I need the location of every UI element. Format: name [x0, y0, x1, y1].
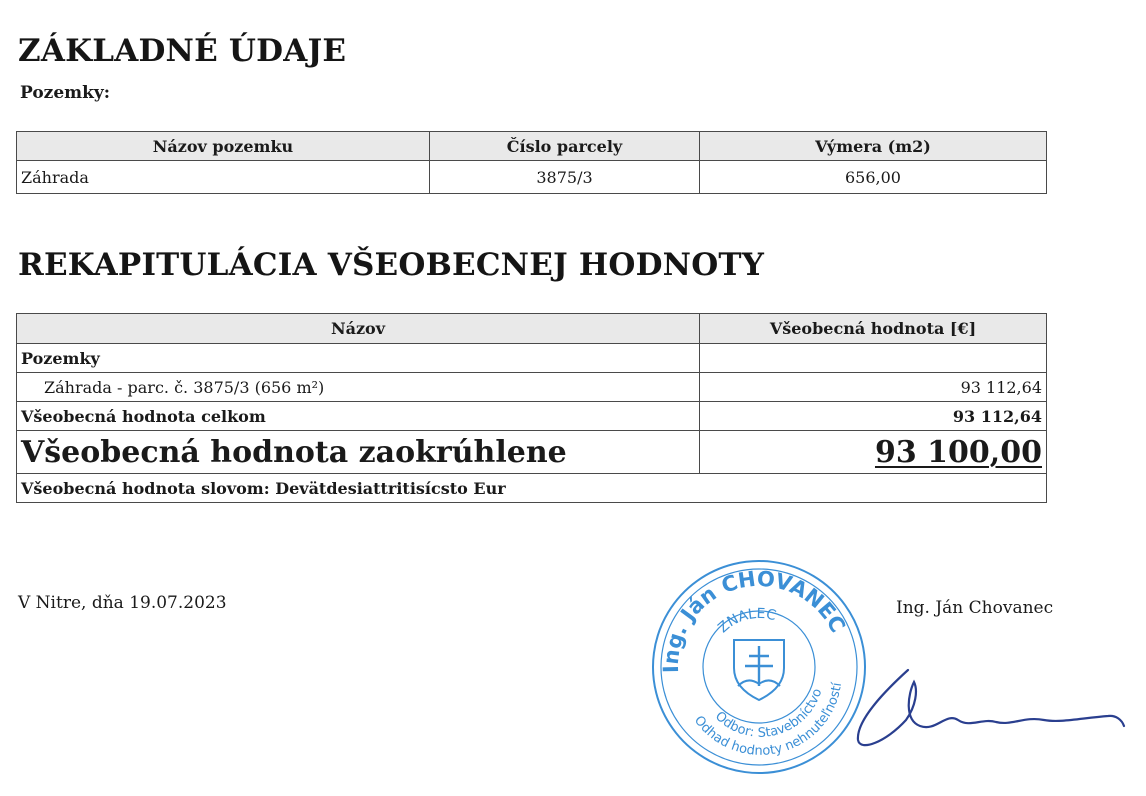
- recap-table-header: [17, 314, 1047, 344]
- total-label: Všeobecná hodnota celkom: [17, 402, 700, 431]
- handwritten-signature: [846, 660, 1126, 760]
- land-table-header: [17, 132, 1047, 161]
- table-row: [17, 161, 1047, 194]
- section-title-basic-data: ZÁKLADNÉ ÚDAJE: [18, 33, 347, 69]
- group-label-pozemky: Pozemky: [17, 344, 700, 373]
- rounded-value-cell: [700, 431, 1047, 474]
- rounded-label: Všeobecná hodnota zaokrúhlene: [17, 431, 700, 474]
- section-title-recap: REKAPITULÁCIA VŠEOBECNEJ HODNOTY: [18, 247, 765, 283]
- section-subtitle-pozemky: Pozemky:: [20, 83, 111, 103]
- col-header-parcel-number: Číslo parcely: [430, 132, 700, 161]
- official-stamp: [648, 556, 870, 778]
- col-header-name: Názov: [17, 314, 700, 344]
- stamp-inner-text: ZNALEC: [715, 605, 778, 637]
- table-row-group: [17, 344, 1047, 373]
- cell-area: 656,00: [700, 161, 1047, 194]
- col-header-value: Všeobecná hodnota [€]: [700, 314, 1047, 344]
- empty-cell: [700, 344, 1047, 373]
- recap-table: [16, 313, 1047, 503]
- coat-of-arms-icon: [734, 640, 784, 700]
- rounded-value: 93 100,00: [874, 434, 1042, 470]
- place-and-date: V Nitre, dňa 19.07.2023: [18, 593, 227, 613]
- cell-parcel-number: 3875/3: [430, 161, 700, 194]
- value-in-words: Všeobecná hodnota slovom: Devätdesiattritisícsto Eur: [17, 474, 1047, 503]
- table-row-total: [17, 402, 1047, 431]
- signer-name: Ing. Ján Chovanec: [896, 598, 1054, 618]
- item-label: Záhrada - parc. č. 3875/3 (656 m²): [17, 373, 700, 402]
- col-header-area: Výmera (m2): [700, 132, 1047, 161]
- table-row-rounded: [17, 431, 1047, 474]
- stamp-bottom-text-2: Odhad hodnoty nehnuteľností: [690, 681, 846, 759]
- col-header-land-name: Názov pozemku: [17, 132, 430, 161]
- land-table: [16, 131, 1047, 194]
- table-row-words: [17, 474, 1047, 503]
- stamp-bottom-text-1: Odbor: Stavebníctvo: [711, 686, 826, 741]
- item-value: 93 112,64: [700, 373, 1047, 402]
- table-row-item: [17, 373, 1047, 402]
- cell-land-name: Záhrada: [17, 161, 430, 194]
- total-value: 93 112,64: [700, 402, 1047, 431]
- stamp-outer-text: Ing. Ján CHOVANEC: [658, 566, 850, 674]
